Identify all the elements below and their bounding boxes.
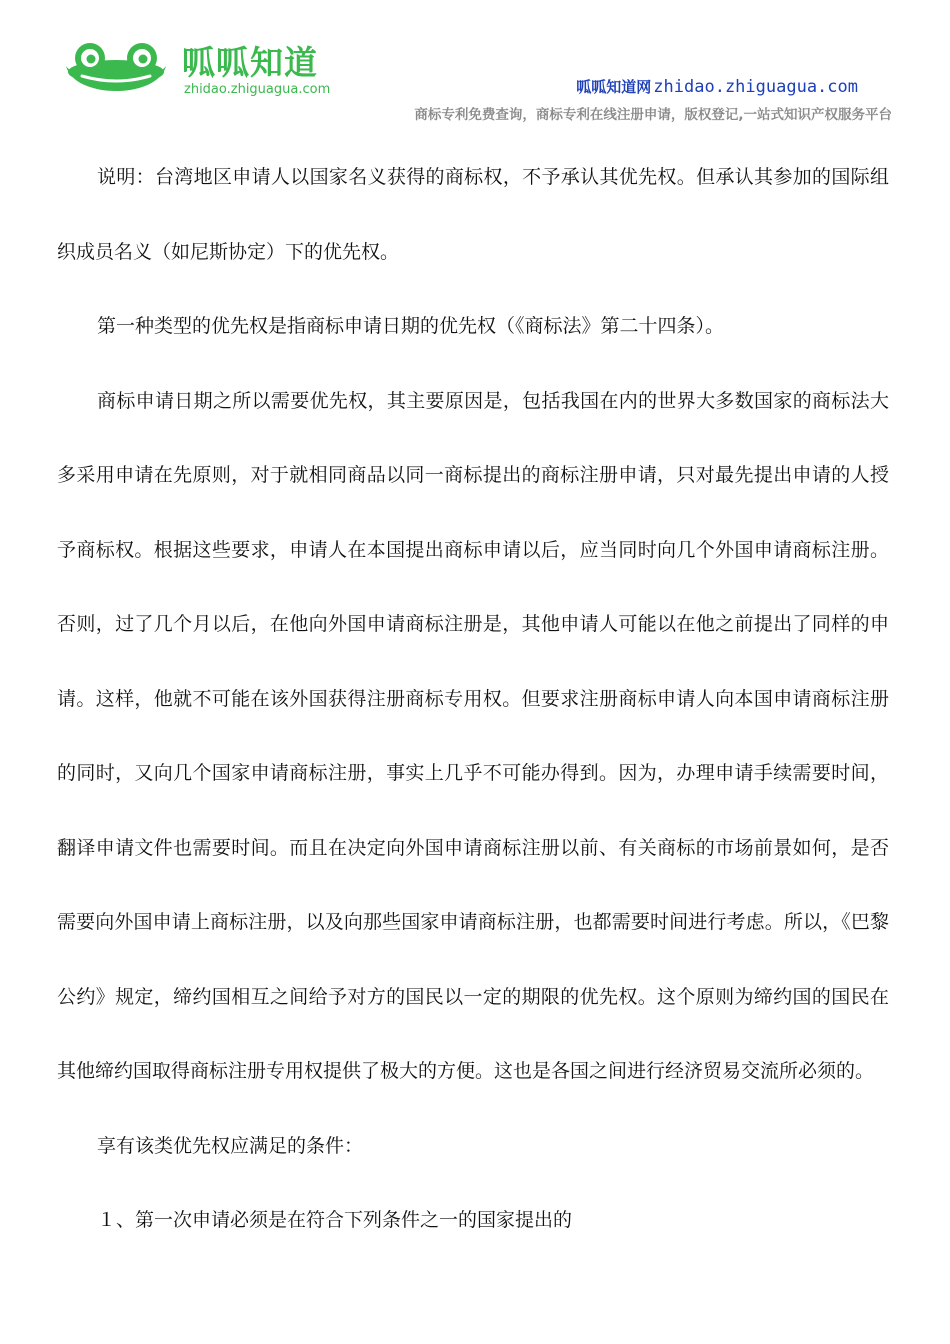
page-header [0,0,950,130]
logo-url: zhidao.zhiguagua.com [184,82,331,97]
document-body [57,140,889,1258]
site-url[interactable]: zhidao.zhiguagua.com [653,77,858,97]
paragraph-reason: 商标申请日期之所以需要优先权，其主要原因是，包括我国在内的世界大多数国家的商标法大多采用申请在先原则，对于就相同商品以同一商标提出的商标注册申请，只对最先提出申请的人授予商标权。根据这些要求，申请人在本国提出商标申请以后，应当同时向几个外国申请商标注册。否则，过了几个月以后，在他向外国申请商标注册是，其他申请人可能以在他之前提出了同样的申请。这样，他就不可能在该外国获得注册商标专用权。但要求注册商标申请人向本国申请商标注册的同时，又向几个国家申请商标注册，事实上几乎不可能办得到。因为，办理申请手续需要时间，翻译申请文件也需要时间。而且在决定向外国申请商标注册以前、有关商标的市场前景如何，是否需要向外国申请上商标注册，以及向那些国家申请商标注册，也都需要时间进行考虑。所以，《巴黎公约》规定，缔约国相互之间给予对方的国民以一定的期限的优先权。这个原则为缔约国的国民在其他缔约国取得商标注册专用权提供了极大的方便。这也是各国之间进行经济贸易交流所必须的。 [57,389,889,1082]
frog-logo-icon [60,42,172,92]
paragraph-note: 说明：台湾地区申请人以国家名义获得的商标权，不予承认其优先权。但承认其参加的国际组织成员名义（如尼斯协定）下的优先权。 [57,166,889,263]
paragraph-first-type: 第一种类型的优先权是指商标申请日期的优先权（《商标法》第二十四条）。 [97,315,725,337]
paragraph-conditions-heading: 享有该类优先权应满足的条件： [97,1134,364,1157]
site-tagline: 商标专利免费查询，商标专利在线注册申请，版权登记,一站式知识产权服务平台 [414,107,892,123]
logo-title: 呱呱知道 [182,43,318,82]
site-name[interactable]: 呱呱知道网 [576,78,652,96]
site-link[interactable] [576,76,858,98]
paragraph-condition-1: １、第一次申请必须是在符合下列条件之一的国家提出的 [97,1209,573,1231]
